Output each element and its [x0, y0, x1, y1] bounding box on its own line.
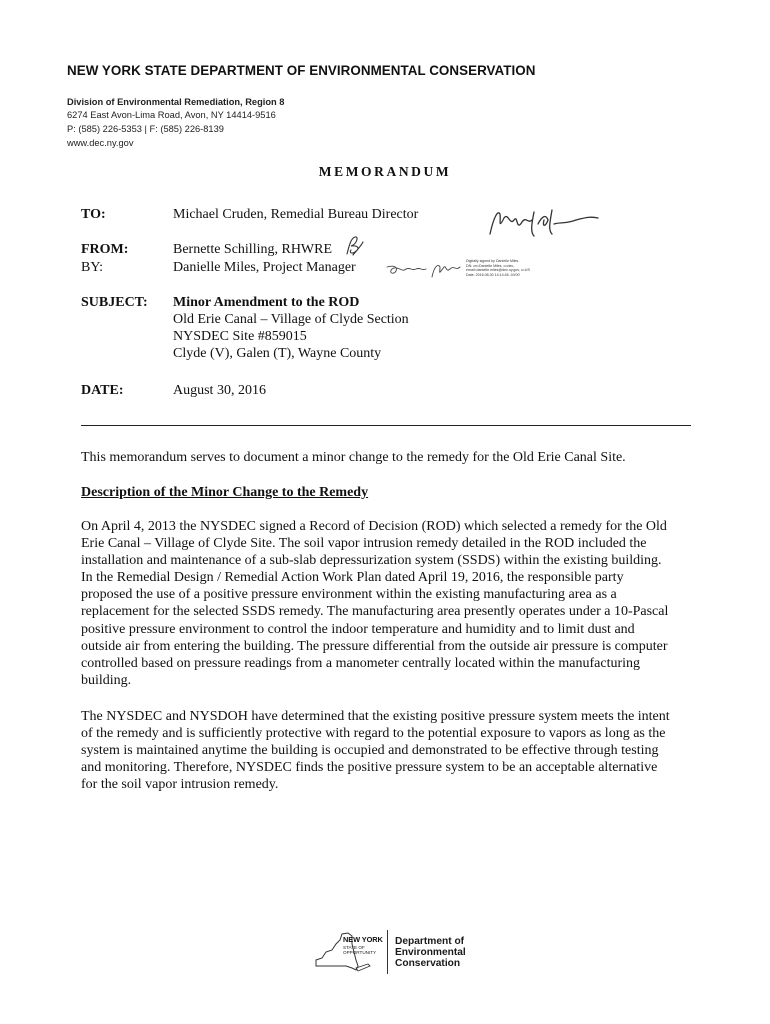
- from-label: FROM:: [81, 242, 129, 257]
- paragraph-line: Erie Canal – Village of Clyde Site. The soil vapor intrusion remedy detailed in the ROD included the: [81, 536, 647, 552]
- paragraph-line: On April 4, 2013 the NYSDEC signed a Record of Decision (ROD) which selected a remedy for the Old: [81, 519, 667, 534]
- header-divider: [81, 425, 691, 426]
- intro-paragraph: This memorandum serves to document a minor change to the remedy for the Old Erie Canal Site.: [81, 450, 626, 465]
- cruden-signature: [486, 206, 602, 240]
- subject-line-title: Minor Amendment to the ROD: [173, 295, 360, 310]
- date-label: DATE:: [81, 383, 124, 398]
- digital-signature-line: email=danielle.miles@dec.ny.gov, c=US: [466, 268, 530, 273]
- by-value: Danielle Miles, Project Manager: [173, 260, 356, 275]
- street-address: 6274 East Avon-Lima Road, Avon, NY 14414-9516: [67, 110, 276, 120]
- by-label: BY:: [81, 260, 104, 275]
- paragraph-line: In the Remedial Design / Remedial Action Work Plan dated April 19, 2016, the responsible party: [81, 570, 624, 586]
- digital-signature-line: DN: cn=Danielle Miles, o=dec,: [466, 263, 515, 268]
- ny-brand-line: STATE OF: [343, 945, 365, 950]
- paragraph-line: controlled based on pressure readings from a manometer centrally located within the manufacturing: [81, 655, 641, 671]
- paragraph-line: The NYSDEC and NYSDOH have determined that the existing positive pressure system meets the intent: [81, 709, 670, 724]
- paragraph-line: installation and maintenance of a sub-slab depressurization system (SSDS) within the existing building.: [81, 553, 662, 569]
- dept-name-line: Department of: [395, 936, 465, 947]
- date-value: August 30, 2016: [173, 383, 266, 398]
- ny-brand-line: NEW YORK: [343, 935, 383, 944]
- from-value: Bernette Schilling, RHWRE: [173, 242, 333, 257]
- paragraph-line: replacement for the selected SSDS remedy. The manufacturing area presently operates under a 10-Pascal: [81, 604, 669, 620]
- paragraph-line: building.: [81, 672, 132, 688]
- schilling-initials: [343, 234, 365, 258]
- paragraph-line: of the remedy and is sufficiently protective with regard to the potential exposure to vapors as long as the: [81, 726, 666, 742]
- memo-title: MEMORANDUM: [318, 164, 452, 179]
- subject-line: NYSDEC Site #859015: [173, 329, 307, 344]
- website-link[interactable]: www.dec.ny.gov: [67, 138, 134, 148]
- digital-signature-line: Date: 2016.08.30 14:14:45 -04'00': [466, 272, 521, 277]
- paragraph-line: proposed the use of a positive pressure environment within the existing manufacturing area as a: [81, 587, 617, 603]
- division-name: Division of Environmental Remediation, Region 8: [67, 97, 285, 107]
- footer-divider: [387, 930, 388, 974]
- digital-signature-line: Digitally signed by Danielle Miles: [466, 259, 519, 263]
- paragraph-line: for the soil vapor intrusion remedy.: [81, 777, 279, 793]
- paragraph-line: system is maintained anytime the building is occupied and demonstrated to be effective through testing: [81, 743, 659, 759]
- miles-signature: [384, 257, 464, 283]
- to-label: TO:: [81, 207, 106, 222]
- section-heading: Description of the Minor Change to the Remedy: [81, 485, 369, 500]
- paragraph-line: positive pressure environment to control the indoor temperature and humidity and to limit dust and: [81, 621, 635, 637]
- ny-brand-line: OPPORTUNITY: [343, 950, 377, 955]
- subject-line: Old Erie Canal – Village of Clyde Section: [173, 312, 409, 327]
- subject-label: SUBJECT:: [81, 295, 148, 310]
- agency-name: NEW YORK STATE DEPARTMENT OF ENVIRONMENTAL CONSERVATION: [67, 63, 536, 78]
- paragraph-determination: [81, 708, 691, 793]
- digital-signature-block: [466, 259, 530, 277]
- to-value: Michael Cruden, Remedial Bureau Director: [173, 207, 419, 222]
- paragraph-description: [81, 518, 691, 689]
- dept-name-line: Conservation: [395, 958, 461, 969]
- phone-fax: P: (585) 226-5353 | F: (585) 226-8139: [67, 124, 224, 134]
- dept-name-line: Environmental: [395, 947, 466, 958]
- paragraph-line: and monitoring. Therefore, NYSDEC finds the positive pressure system to be an acceptable alternative: [81, 760, 658, 776]
- paragraph-line: outside air from entering the building. The pressure differential from the outside air pressure is computer: [81, 638, 668, 654]
- subject-line: Clyde (V), Galen (T), Wayne County: [173, 346, 382, 361]
